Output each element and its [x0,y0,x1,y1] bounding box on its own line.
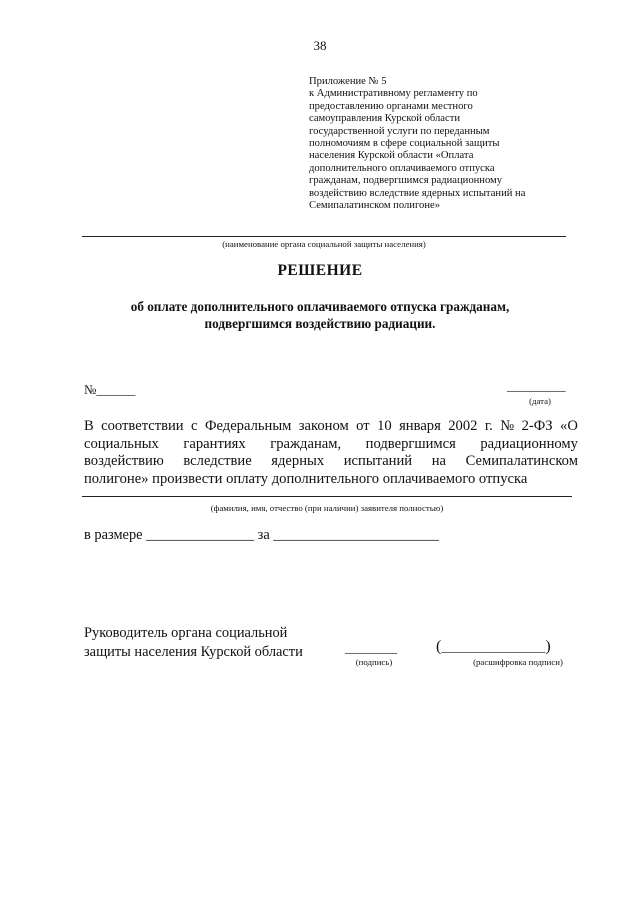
decoding-open-paren: ( [436,638,442,655]
decision-text-line-4: полигоне» произвести оплату дополнительного оплачиваемого отпуска [84,470,528,487]
appendix-line: к Административному регламенту по [309,88,478,100]
signer-title [84,624,303,662]
appendix-line: государственной услуги по переданным [309,125,490,137]
signature-decoding-field[interactable] [436,638,551,656]
document-number-field[interactable]: №______ [84,382,136,397]
appendix-line: воздействию вследствие ядерных испытаний на [309,187,526,199]
amount-row [84,527,439,544]
decision-text-line-2: социальных гарантиях гражданам, подвергшимся радиационному [84,435,578,452]
date-field[interactable]: _________ [507,378,566,393]
subtitle-line-2: подвергшимся воздействию радиации. [204,316,436,331]
appendix-line: гражданам, подвергшимся радиационному [309,175,503,187]
signer-line-1: Руководитель органа социальной [84,625,288,641]
document-title: РЕШЕНИЕ [277,262,363,279]
appendix-line: дополнительного оплачиваемого отпуска [309,162,495,174]
appendix-line: предоставлению органами местного [309,100,473,112]
decision-text [84,418,578,488]
appendix-line: населения Курской области «Оплата [309,150,474,162]
amount-size-field[interactable]: _______________ [146,527,255,543]
page-number: 38 [313,38,327,53]
appendix-line: Приложение № 5 [309,76,387,87]
signature-caption: (подпись) [355,657,393,667]
signature-field[interactable]: ________ [345,640,397,655]
document-subtitle [0,298,640,332]
appendix-note [309,76,599,212]
applicant-name-caption: (фамилия, имя, отчество (при наличии) заявителя полностью) [210,503,444,513]
subtitle-line-1: об оплате дополнительного оплачиваемого отпуска гражданам, [130,299,510,314]
amount-for-field[interactable]: _______________________ [273,527,439,543]
decision-text-line-3: воздействию вследствие ядерных испытаний на Семипалатинском [84,453,578,470]
applicant-name-line[interactable] [82,496,572,497]
date-caption: (дата) [529,396,551,406]
decoding-close-paren: ) [545,638,551,655]
appendix-line: полномочиям в сфере социальной защиты [309,138,500,150]
signer-line-2: защиты населения Курской области [84,644,303,660]
appendix-line: самоуправления Курской области [309,113,461,125]
decoding-blank: ________________ [441,639,546,654]
organ-name-line [82,236,566,237]
decision-text-line-1: В соответствии с Федеральным законом от 10 января 2002 г. № 2-ФЗ «О [84,418,578,434]
decoding-caption: (расшифровка подписи) [473,657,563,667]
organ-name-caption: (наименование органа социальной защиты населения) [222,239,426,249]
appendix-line: Семипалатинском полигоне» [309,200,441,212]
amount-size-label: в размере [84,527,147,543]
amount-for-label: за [254,527,274,543]
